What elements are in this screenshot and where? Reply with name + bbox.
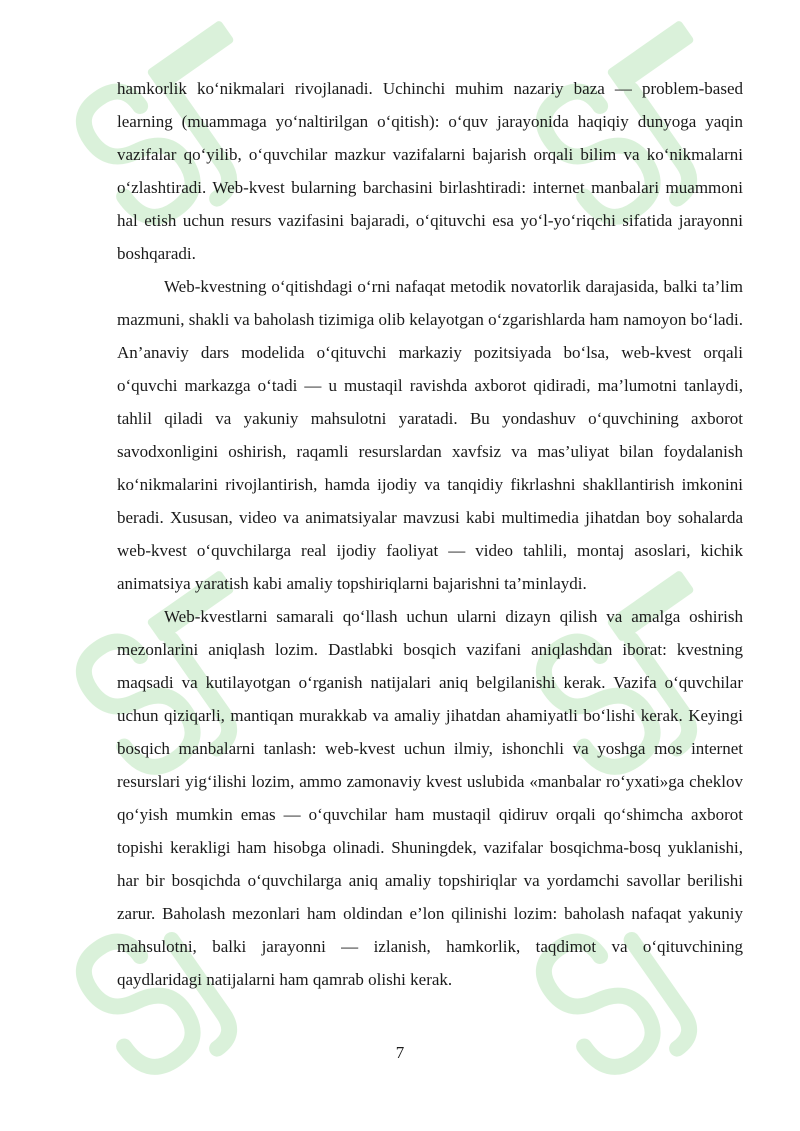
page-number: 7	[395, 1043, 405, 1062]
paragraph-webquest-criteria: Web-kvestlarni samarali qo‘llash uchun ularni dizayn qilish va amalga oshirish mezonlarini aniqlash lozim. Dastlabki bosqich vazifani aniqlashdan iborat: kvestning maqsadi va kutilayotgan o‘rganish natijalari aniq belgilanishi kerak. Vazifa o‘quvchilar uchun qiziqarli, mantiqan murakkab va amaliy jihatdan ahamiyatli bo‘lishi kerak. Keyingi bosqich manbalarni tanlash: web-kvest uchun ilmiy, ishonchli va yoshga mos internet resurslari yig‘ilishi lozim, ammo zamonaviy kvest uslubida «manbalar ro‘yxati»ga cheklov qo‘yish mumkin emas — o‘quvchilar ham mustaqil qidiruv orqali qo‘shimcha axborot topishi kerakligi ham hisobga olinadi. Shuningdek, vazifalar bosqichma-bosq yuklanishi, har bir bosqichda o‘quvchilarga aniq amaliy topshiriqlar va yordamchi savollar berilishi zarur. Baholash mezonlari ham oldindan e’lon qilinishi lozim: baholash nafaqat yakuniy mahsulotni, balki jarayonni — izlanish, hamkorlik, taqdimot va o‘qituvchining qaydlaridagi natijalarni ham qamrab olishi kerak.	[117, 607, 743, 989]
paragraph-continuation: hamkorlik ko‘nikmalari rivojlanadi. Uchinchi muhim nazariy baza — problem-based learning (muammaga yo‘naltirilgan o‘qitish): o‘quv jarayonida haqiqiy dunyoga yaqin vazifalar qo‘yilib, o‘quvchilar mazkur vazifalarni bajarish orqali bilim va ko‘nikmalarni o‘zlashtiradi. Web-kvest bularning barchasini birlashtiradi: internet manbalari muammoni hal etish uchun resurs vazifasini bajaradi, o‘qituvchi esa yo‘l-yo‘riqchi sifatida jarayonni boshqaradi.	[117, 79, 743, 263]
paragraph-webquest-role: Web-kvestning o‘qitishdagi o‘rni nafaqat metodik novatorlik darajasida, balki ta’lim mazmuni, shakli va baholash tizimiga olib kelayotgan o‘zgarishlarda ham namoyon bo‘ladi. An’anaviy dars modelida o‘qituvchi markaziy pozitsiyada bo‘lsa, web-kvest orqali o‘quvchi markazga o‘tadi — u mustaqil ravishda axborot qidiradi, ma’lumotni tanlaydi, tahlil qiladi va yakuniy mahsulotni yaratadi. Bu yondashuv o‘quvchining axborot savodxonligini oshirish, raqamli resurslardan xavfsiz va mas’uliyat bilan foydalanish ko‘nikmalarini rivojlantirish, hamda ijodiy va tanqidiy fikrlashni shakllantirish imkonini beradi. Xususan, video va animatsiyalar mavzusi kabi multimedia jihatdan boy sohalarda web-kvest o‘quvchilarga real ijodiy faoliyat — video tahlili, montaj asoslari, kichik animatsiya yaratish kabi amaliy topshiriqlarni bajarishni ta’minlaydi.	[117, 277, 743, 593]
document-body	[117, 72, 743, 996]
